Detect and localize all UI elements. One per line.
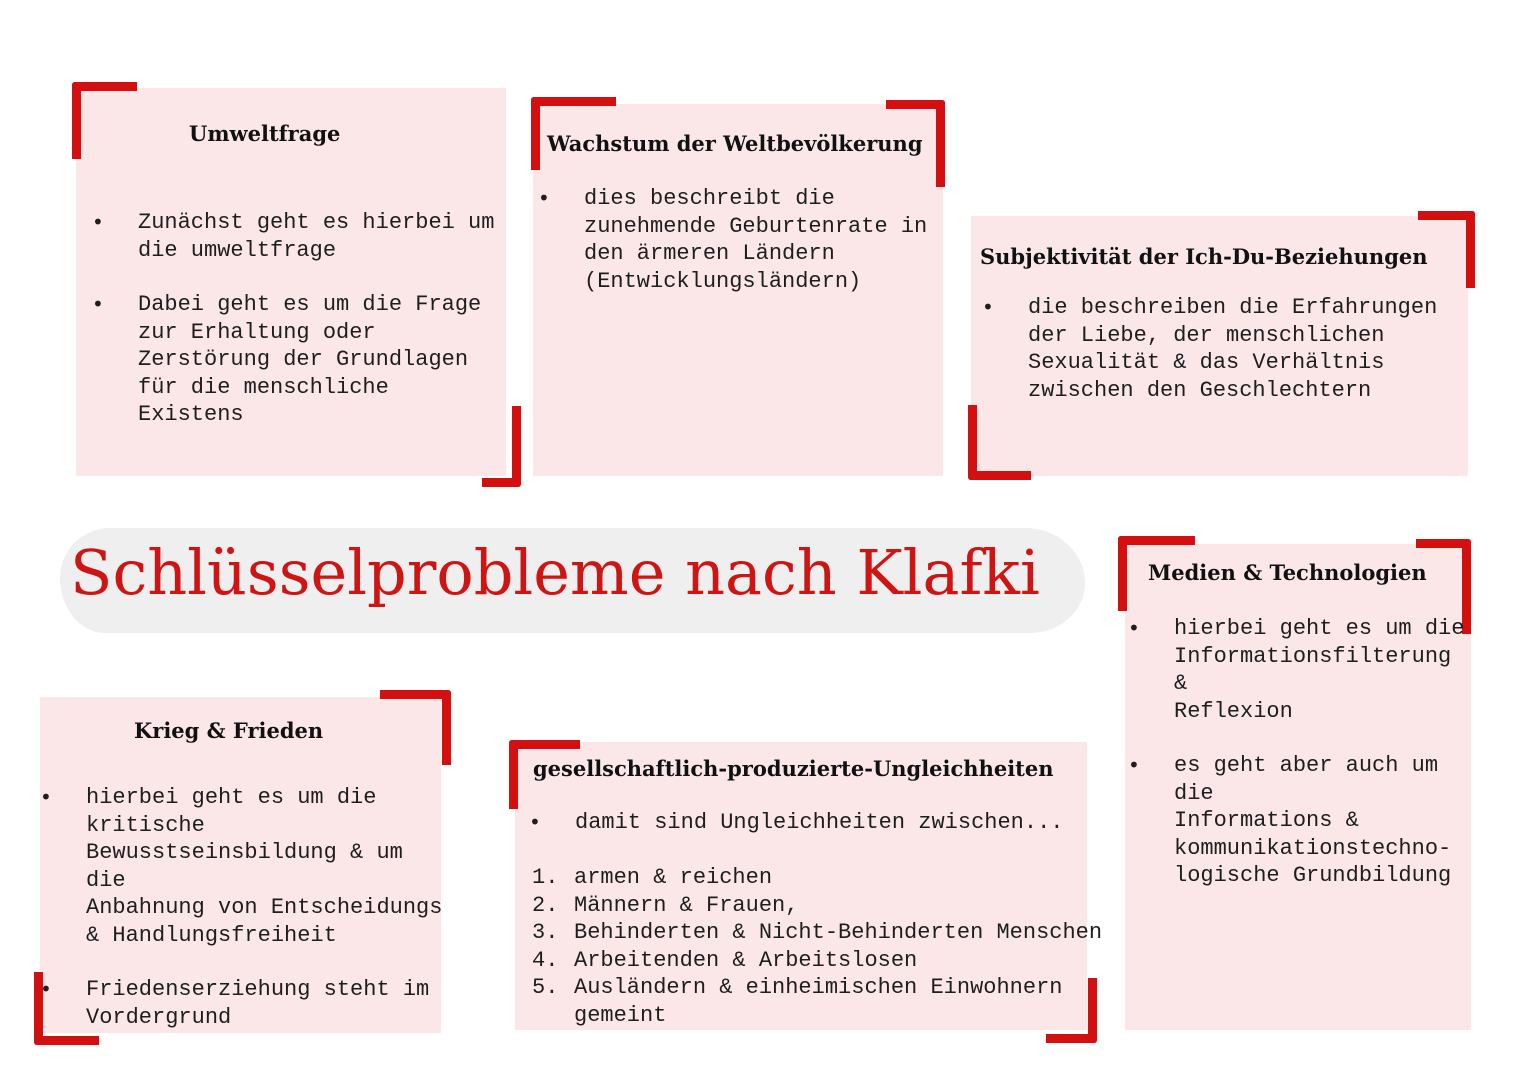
card-title: Krieg & Frieden (134, 718, 324, 743)
list-item: 1. armen & reichen (532, 865, 773, 890)
list-item: • Dabei geht es um die Frage zur Erhaltung oder Zerstörung der Grundlagen für die menschliche Existens (92, 291, 502, 429)
card-title: gesellschaftlich-produzierte-Ungleichheiten (533, 756, 1054, 781)
frame-corner (968, 405, 1031, 480)
list-item: • hierbei geht es um die Informationsfilterung & Reflexion (1128, 615, 1468, 725)
card-title: Medien & Technologien (1148, 560, 1427, 585)
list-item: • Zunächst geht es hierbei um die umweltfrage (92, 209, 502, 264)
frame-corner (380, 690, 451, 765)
list-item: • damit sind Ungleichheiten zwischen... (529, 809, 1069, 837)
list-item: • hierbei geht es um die kritische Bewusstseinsbildung & um die Anbahnung von Entscheidungs & Handlungsfreiheit (40, 784, 450, 949)
bullet-list (538, 185, 938, 295)
frame-corner (72, 82, 137, 159)
bullet-list (529, 809, 1069, 837)
bullet-list (40, 784, 450, 1031)
list-item: 2. Männern & Frauen, (532, 892, 799, 918)
bullet-list (1128, 615, 1468, 890)
numbered-list (532, 864, 1103, 1029)
list-item: • Friedenserziehung steht im Vordergrund (40, 976, 450, 1031)
bullet-list (982, 294, 1462, 404)
list-item: 3. Behinderten & Nicht-Behinderten Menschen (532, 920, 1103, 945)
card-title: Subjektivität der Ich-Du-Beziehungen (980, 244, 1428, 269)
list-item: 4. Arbeitenden & Arbeitslosen (532, 947, 918, 973)
card-title: Umweltfrage (189, 121, 341, 146)
list-item: • dies beschreibt die zunehmende Geburtenrate in den ärmeren Ländern (Entwicklungsländern) (538, 185, 938, 295)
card-title: Wachstum der Weltbevölkerung (547, 131, 923, 156)
page-title: Schlüsselprobleme nach Klafki (70, 536, 1040, 609)
list-item: 5. Ausländern & einheimischen Einwohnern gemeint (532, 975, 1063, 1028)
list-item: • die beschreiben die Erfahrungen der Liebe, der menschlichen Sexualität & das Verhältnis zwischen den Geschlechtern (982, 294, 1462, 404)
list-item: • es geht aber auch um die Informations & kommunikationstechno- logische Grundbildung (1128, 752, 1468, 890)
bullet-list (92, 209, 502, 429)
